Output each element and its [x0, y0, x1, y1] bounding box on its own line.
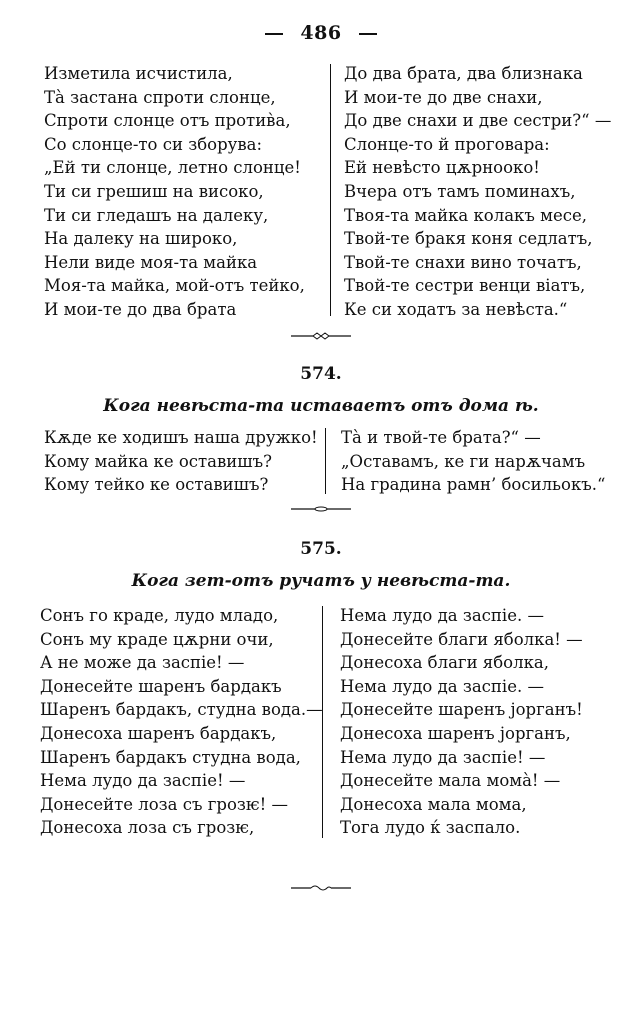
verse-line: До два брата, два близнака — [344, 64, 583, 83]
verse-line: Ти си гледашъ на далеку, — [44, 205, 269, 225]
verse-line: Кѫде ке ходишъ наша дружко! — [44, 428, 318, 447]
poem-574-right-column — [341, 426, 605, 497]
verse-line: До две снахи и две сестри?“ — — [344, 111, 612, 131]
page-header — [0, 22, 642, 44]
verse-line: Шаренъ бардакъ студна вода, — [40, 747, 301, 767]
verse-line: Нема лудо да заспіе. — — [340, 606, 544, 625]
verse-line: Шаренъ бардакъ, студна вода.— — [40, 700, 323, 720]
verse-line: И мои-те до две снахи, — [344, 87, 543, 107]
column-divider — [330, 64, 331, 316]
section-ornament — [0, 505, 642, 513]
verse-line: Кому тейко ке оставишъ? — [44, 475, 269, 495]
verse-line: Изметила исчистила, — [44, 64, 233, 83]
verse-line: Донесоха благи яболка, — [340, 653, 549, 673]
verse-line: Кому майка ке оставишъ? — [44, 451, 272, 471]
verse-line: Твоя-та майка колакъ месе, — [344, 205, 587, 225]
poem-574-left-column — [44, 426, 318, 497]
verse-line: Моя-та майка, мой-отъ тейко, — [44, 276, 305, 296]
ornament-flourish-icon — [291, 884, 351, 892]
header-dash-left — [265, 33, 283, 35]
verse-line: Вчера отъ тамъ поминахъ, — [344, 181, 576, 201]
verse-line: Донесоха шаренъ бардакъ, — [40, 723, 277, 743]
verse-line: Донесейте лоза съ грозѥ! — — [40, 794, 289, 814]
section-ornament — [0, 884, 642, 892]
column-divider — [325, 428, 326, 494]
poem-number-575: 575. — [300, 539, 342, 559]
top-poem — [0, 62, 642, 324]
verse-line: Донесейте шаренъ јорганъ! — [340, 700, 583, 720]
verse-line: На градина рамн’ босильокъ.“ — [341, 475, 606, 495]
verse-line: Донесоха мала мома, — [340, 794, 527, 814]
verse-line: Сонъ му краде цѫрни очи, — [40, 629, 274, 649]
verse-line: Нема лудо да заспіе! — — [340, 747, 546, 767]
verse-line: Нема лудо да заспіе! — — [40, 771, 246, 791]
verse-line: Спроти слонце отъ против̀а, — [44, 111, 291, 131]
verse-line: Ке си ходатъ за невѣста.“ — [344, 299, 568, 319]
top-poem-left-column — [44, 62, 305, 322]
verse-line: Тога лудо ќ заспало. — [340, 818, 521, 838]
poem-title-575: Кога зет-отъ ручатъ у невѣста-та. — [131, 571, 511, 591]
poem-number-574: 574. — [300, 364, 342, 384]
verse-line: А не може да заспіе! — — [40, 653, 245, 673]
poem-title-574: Кога невѣста-та иставаетъ отъ дома ѣ. — [103, 396, 539, 416]
verse-line: Донесоха шаренъ јорганъ, — [340, 723, 571, 743]
poem-574 — [0, 426, 642, 498]
verse-line: Донесоха лоза съ грозѥ, — [40, 818, 255, 838]
verse-line: Тà и твой-те брата?“ — — [341, 428, 541, 447]
poem-575 — [0, 604, 642, 844]
verse-line: Твой-те бракя коня седлатъ, — [344, 229, 593, 249]
verse-line: И мои-те до два брата — [44, 299, 237, 319]
verse-line: Со слонце-то си зборува: — [44, 134, 263, 154]
verse-line: Ей невѣсто цѫрнооко! — [344, 158, 540, 178]
verse-line: На далеку на широко, — [44, 229, 238, 249]
section-ornament — [0, 332, 642, 340]
poem-575-left-column — [40, 604, 323, 840]
verse-line: Слонце-то й проговара: — [344, 134, 550, 154]
verse-line: Нема лудо да заспіе. — — [340, 676, 544, 696]
ornament-flourish-icon — [291, 332, 351, 340]
poem-575-right-column — [340, 604, 583, 840]
verse-line: Твой-те снахи вино точатъ, — [344, 252, 582, 272]
top-poem-right-column — [344, 62, 611, 322]
verse-line: Тà застана спроти слонце, — [44, 87, 276, 107]
column-divider — [322, 606, 323, 838]
verse-line: Нели виде моя-та майка — [44, 252, 258, 272]
verse-line: Донесейте шаренъ бардакъ — [40, 676, 282, 696]
verse-line: Ти си грешиш на високо, — [44, 181, 264, 201]
ornament-flourish-icon — [291, 505, 351, 513]
page-number: 486 — [300, 22, 342, 44]
verse-line: Донесейте мала момà! — — [340, 771, 561, 791]
header-dash-right — [359, 33, 377, 35]
verse-line: „Ей ти слонце, летно слонце! — [44, 158, 301, 178]
verse-line: Донесейте благи яболка! — — [340, 629, 583, 649]
verse-line: „Оставамъ, ке ги нарѫчамъ — [341, 451, 586, 471]
verse-line: Твой-те сестри венци віатъ, — [344, 276, 586, 296]
verse-line: Сонъ го краде, лудо младо, — [40, 606, 279, 625]
